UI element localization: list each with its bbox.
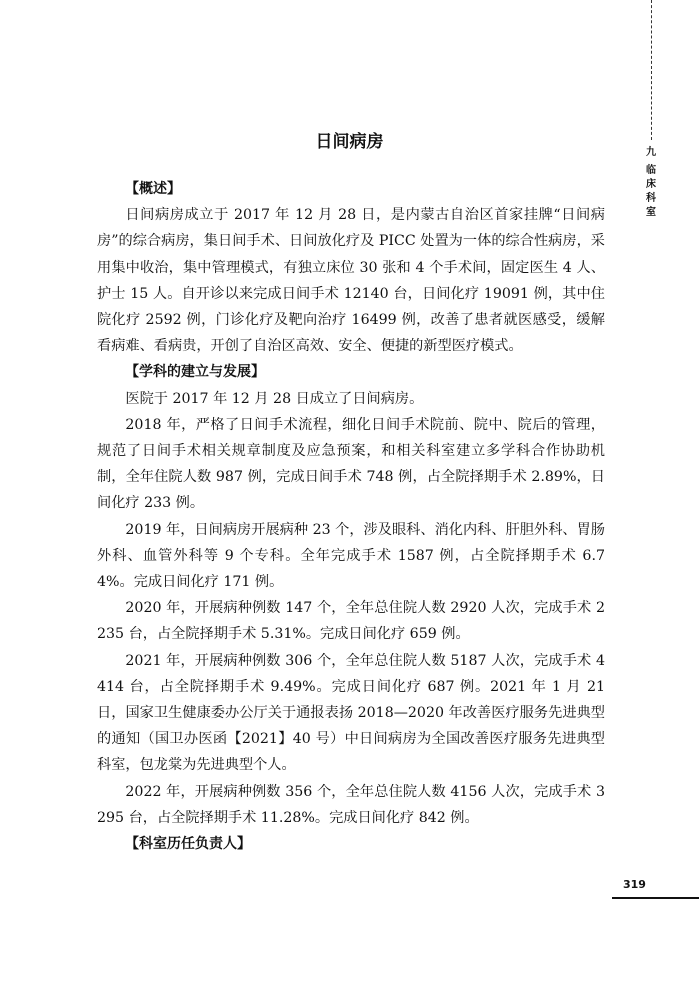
margin-chapter-number: 九 — [646, 147, 656, 158]
section-heading: 【学科的建立与发展】 — [125, 364, 265, 381]
paragraph: 2021 年，开展病种例数 306 个，全年总住院人数 5187 人次，完成手术 4414 台，占全院择期手术 9.49%。完成日间化疗 687 例。2021 年 1 月 21 日，国家卫生健康委办公厅关于通报表扬 2018—2020 年改善医疗服务先进典型的通知（国卫办医函【2021】40 号）中日间病房为全国改善医疗服务先进典型科室，包龙棠为先进典型个人。 — [97, 652, 605, 774]
page-number-rule — [612, 897, 699, 899]
paragraph: 2020 年，开展病种例数 147 个，全年总住院人数 2920 人次，完成手术 2235 台，占全院择期手术 5.31%。完成日间化疗 659 例。 — [97, 600, 605, 643]
paragraph: 2019 年，日间病房开展病种 23 个，涉及眼科、消化内科、肝胆外科、胃肠外科、血管外科等 9 个专科。全年完成手术 1587 例，占全院择期手术 6.74%。完成日间化疗 171 例。 — [97, 521, 605, 591]
body-text — [97, 176, 605, 857]
section-development — [97, 359, 605, 831]
section-heading: 【科室历任负责人】 — [125, 836, 251, 853]
paragraph: 日间病房成立于 2017 年 12 月 28 日，是内蒙古自治区首家挂牌“日间病房”的综合病房，集日间手术、日间放化疗及 PICC 处置为一体的综合性病房，采用集中收治，集中管理模式，有独立床位 30 张和 4 个手术间，固定医生 4 人、护士 15 人。自开诊以来完成日间手术 12140 台，日间化疗 19091 例，其中住院化疗 2592 例，门诊化疗及靶向治疗 16499 例，改善了患者就医感受，缓解看病难、看病贵，开创了自治区高效、安全、便捷的新型医疗模式。 — [97, 207, 605, 355]
paragraph: 医院于 2017 年 12 月 28 日成立了日间病房。 — [125, 390, 424, 407]
section-leaders — [97, 831, 605, 857]
page-number: 319 — [623, 878, 646, 891]
section-overview — [97, 176, 605, 359]
page-title: 日间病房 — [315, 132, 384, 152]
paragraph: 2018 年，严格了日间手术流程，细化日间手术院前、院中、院后的管理，规范了日间手术相关规章制度及应急预案，和相关科室建立多学科合作协助机制，全年住院人数 987 例，完成日间手术 748 例，占全院择期手术 2.89%，日间化疗 233 例。 — [97, 416, 605, 512]
margin-chapter-title: 临床科室 — [646, 165, 656, 218]
margin-dashed-rule — [651, 0, 652, 140]
section-heading: 【概述】 — [125, 181, 181, 197]
paragraph: 2022 年，开展病种例数 356 个，全年总住院人数 4156 人次，完成手术 3295 台，占全院择期手术 11.28%。完成日间化疗 842 例。 — [97, 783, 605, 826]
